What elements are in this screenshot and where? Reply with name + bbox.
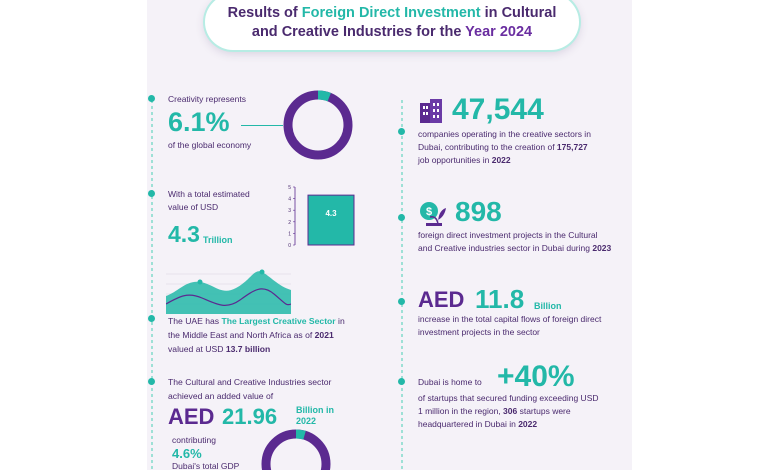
bar-label: 4.3 (325, 209, 337, 219)
creativity-donut (281, 88, 355, 162)
fdi-projects-value: 898 (455, 196, 502, 227)
value-intro-1: With a total estimated (168, 189, 250, 199)
value-unit: Trillion (203, 235, 233, 245)
fdi-line2-pre: and Creative industries sector in Dubai during (418, 243, 593, 253)
largest-line3-bold: 13.7 billion (225, 344, 271, 354)
fdi-projects-line2 (418, 243, 611, 254)
value-bar-chart (281, 185, 361, 251)
chart-bar (308, 195, 354, 245)
added-value-contrib: contributing (172, 435, 216, 445)
largest-sector-line2 (168, 330, 334, 341)
fdi-line2-bold: 2023 (592, 243, 612, 253)
creativity-intro: Creativity represents (168, 94, 246, 104)
title-part1: Results of (227, 5, 302, 21)
companies-line1: companies operating in the creative sectors in (418, 129, 591, 139)
startups-value: +40% (497, 360, 575, 393)
y-tick-label: 0 (288, 243, 291, 249)
money-plant-icon (418, 198, 448, 228)
timeline-dot (148, 315, 155, 322)
creativity-value: 6.1% (168, 107, 230, 137)
title-part3: and Creative Industries for the (251, 24, 466, 40)
startups-line2 (418, 406, 571, 417)
capital-line1: increase in the total capital flows of foreign direct (418, 314, 602, 324)
capital-currency: AED (418, 287, 465, 312)
value-intro-2: value of USD (168, 202, 219, 212)
gdp-donut (259, 427, 333, 470)
startups-line2-pre: 1 million in the region, (418, 406, 504, 416)
largest-line1-pre: The UAE has (168, 316, 222, 326)
timeline-dot (148, 190, 155, 197)
title-part2: in Cultural (480, 5, 557, 21)
companies-line2-pre: Dubai, contributing to the creation of (418, 142, 557, 152)
value-amount: 4.3 (168, 221, 200, 247)
timeline-dot (398, 128, 405, 135)
added-value-currency: AED (168, 404, 215, 429)
companies-value: 47,544 (452, 93, 544, 126)
capital-value: 11.8 (475, 284, 525, 314)
svg-text:$: $ (425, 206, 433, 218)
added-value-unit-2: 2022 (296, 416, 317, 426)
added-value-amount: 21.96 (222, 404, 278, 429)
added-value-percent: 4.6% (172, 446, 202, 461)
added-value-intro-2: achieved an added value of (168, 391, 274, 401)
added-value-unit-1: Billion in (296, 405, 334, 415)
donut-share-segment (296, 434, 305, 435)
added-value-gdp: Dubai's total GDP (172, 461, 240, 470)
startups-line3 (418, 419, 537, 430)
startups-intro: Dubai is home to (418, 377, 482, 387)
largest-line2-bold: 2021 (314, 330, 334, 340)
creativity-caption: of the global economy (168, 140, 252, 150)
timeline-dot (398, 298, 405, 305)
largest-line2-pre: the Middle East and North Africa as of (168, 330, 315, 340)
series-point (260, 270, 265, 275)
y-tick-label: 4 (288, 196, 291, 203)
added-value-intro-1: The Cultural and Creative Industries sector (168, 377, 332, 387)
y-tick-label: 3 (288, 208, 291, 215)
companies-line3-bold: 2022 (491, 155, 511, 165)
donut-track (288, 95, 348, 155)
capital-unit: Billion (534, 301, 562, 311)
donut-share-segment (318, 95, 329, 97)
startups-line3-bold: 2022 (518, 419, 538, 429)
title-highlight-fdi: Foreign Direct Investment (301, 5, 481, 21)
companies-line3 (418, 155, 511, 166)
startups-line3-pre: headquartered in Dubai in (418, 419, 519, 429)
largest-line3-pre: valued at USD (168, 344, 226, 354)
startups-line2-bold: 306 (503, 406, 518, 416)
startups-line1: of startups that secured funding exceeding USD (418, 393, 599, 403)
series-point (198, 280, 203, 285)
capital-line2: investment projects in the sector (418, 327, 540, 337)
companies-line2 (418, 142, 588, 153)
y-tick-label: 2 (288, 219, 291, 226)
wave-chart (166, 266, 291, 314)
largest-sector-line3 (168, 344, 270, 355)
largest-line1-post: in (335, 316, 345, 326)
y-tick-label: 5 (288, 185, 291, 191)
largest-line1-highlight: The Largest Creative Sector (221, 316, 336, 326)
largest-sector-line1 (168, 316, 345, 327)
donut-track (266, 434, 326, 470)
buildings-icon (418, 97, 446, 125)
timeline-dot (148, 378, 155, 385)
y-tick-label: 1 (288, 231, 291, 238)
timeline-dot (398, 378, 405, 385)
companies-line2-bold: 175,727 (556, 142, 588, 152)
connector-line (241, 125, 283, 126)
startups-line2-post: startups were (517, 406, 571, 416)
companies-line3-pre: job opportunities in (418, 155, 492, 165)
right-timeline (401, 100, 403, 470)
timeline-dot (398, 214, 405, 221)
left-timeline (151, 100, 153, 470)
page-title (205, 0, 579, 50)
title-highlight-year: Year 2024 (465, 24, 533, 40)
fdi-projects-line1: foreign direct investment projects in the Cultural (418, 230, 598, 240)
timeline-dot (148, 95, 155, 102)
